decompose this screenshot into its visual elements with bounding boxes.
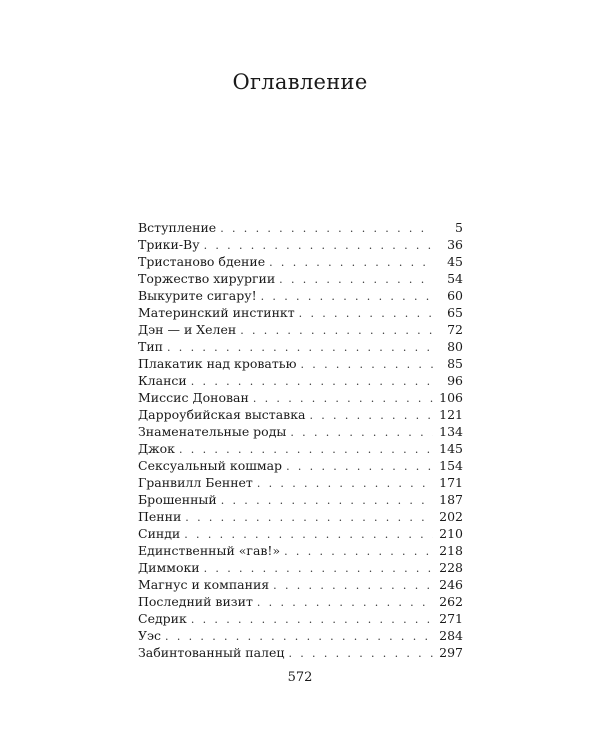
toc-entry-title: Последний визит [138, 594, 253, 609]
toc-entry-page: 134 [439, 424, 463, 439]
toc-entry-page: 45 [447, 254, 463, 269]
toc-entry-page: 187 [439, 492, 463, 507]
page-number: 572 [287, 670, 313, 685]
toc-entry [138, 406, 463, 423]
toc-entry-title: Забинтованный палец [138, 645, 285, 660]
toc-entry-title: Плакатик над кроватью [138, 356, 297, 371]
dot-leader [220, 220, 433, 237]
toc-entry [138, 474, 463, 491]
toc-entry-page: 106 [439, 390, 463, 405]
toc-entry-page: 145 [439, 441, 463, 456]
toc-entry-title: Дэн — и Хелен [138, 322, 237, 337]
toc-entry-page: 5 [455, 220, 463, 235]
toc-entry-title: Синди [138, 526, 181, 541]
dot-leader [288, 645, 433, 662]
toc-entry [138, 338, 463, 355]
toc-entry [138, 542, 463, 559]
toc-entry-page: 60 [447, 288, 463, 303]
toc-entry-page: 262 [439, 594, 463, 609]
dot-leader [273, 577, 433, 594]
toc-entry-title: Тип [138, 339, 163, 354]
toc-entry [138, 372, 463, 389]
dot-leader [191, 373, 433, 390]
dot-leader [309, 407, 433, 424]
table-of-contents [138, 219, 463, 661]
toc-entry [138, 593, 463, 610]
toc-entry-page: 96 [447, 373, 463, 388]
toc-entry-page: 121 [439, 407, 463, 422]
dot-leader [204, 560, 433, 577]
toc-entry-page: 271 [439, 611, 463, 626]
toc-entry-title: Брошенный [138, 492, 217, 507]
toc-entry-title: Пенни [138, 509, 182, 524]
toc-entry [138, 525, 463, 542]
toc-entry-title: Знаменательные роды [138, 424, 287, 439]
dot-leader [257, 594, 433, 611]
toc-entry-page: 284 [439, 628, 463, 643]
toc-entry-page: 72 [447, 322, 463, 337]
toc-entry-title: Кланси [138, 373, 187, 388]
toc-entry [138, 304, 463, 321]
dot-leader [167, 339, 433, 356]
toc-entry-page: 218 [439, 543, 463, 558]
dot-leader [257, 475, 433, 492]
toc-entry-page: 154 [439, 458, 463, 473]
toc-entry-title: Материнский инстинкт [138, 305, 295, 320]
toc-entry-page: 65 [447, 305, 463, 320]
toc-entry-title: Выкурите сигару! [138, 288, 257, 303]
dot-leader [253, 390, 433, 407]
dot-leader [299, 305, 433, 322]
toc-entry-page: 36 [447, 237, 463, 252]
toc-entry-title: Единственный «гав!» [138, 543, 281, 558]
toc-entry-title: Торжество хирургии [138, 271, 276, 286]
page-title: Оглавление [232, 70, 368, 94]
toc-entry [138, 457, 463, 474]
dot-leader [184, 526, 433, 543]
toc-entry-title: Сексуальный кошмар [138, 458, 283, 473]
toc-entry [138, 321, 463, 338]
toc-entry-page: 80 [447, 339, 463, 354]
toc-entry-title: Магнус и компания [138, 577, 270, 592]
toc-entry-title: Уэс [138, 628, 162, 643]
toc-entry-title: Трики-Ву [138, 237, 200, 252]
toc-entry-title: Тристаново бдение [138, 254, 266, 269]
toc-entry [138, 491, 463, 508]
dot-leader [286, 458, 433, 475]
toc-entry-page: 228 [439, 560, 463, 575]
dot-leader [300, 356, 433, 373]
toc-entry-page: 202 [439, 509, 463, 524]
toc-entry [138, 576, 463, 593]
toc-entry-title: Гранвилл Беннет [138, 475, 253, 490]
dot-leader [261, 288, 433, 305]
toc-entry [138, 219, 463, 236]
dot-leader [179, 441, 433, 458]
dot-leader [240, 322, 433, 339]
toc-entry-page: 297 [439, 645, 463, 660]
toc-entry [138, 270, 463, 287]
toc-entry-page: 54 [447, 271, 463, 286]
toc-entry [138, 355, 463, 372]
dot-leader [165, 628, 433, 645]
toc-entry [138, 253, 463, 270]
toc-entry [138, 559, 463, 576]
toc-entry [138, 236, 463, 253]
toc-entry [138, 644, 463, 661]
toc-entry-page: 85 [447, 356, 463, 371]
toc-entry-title: Седрик [138, 611, 187, 626]
toc-entry-page: 246 [439, 577, 463, 592]
toc-entry-title: Вступление [138, 220, 217, 235]
toc-entry [138, 627, 463, 644]
dot-leader [204, 237, 433, 254]
toc-entry-page: 171 [439, 475, 463, 490]
dot-leader [284, 543, 433, 560]
dot-leader [221, 492, 433, 509]
toc-entry-page: 210 [439, 526, 463, 541]
toc-entry-title: Диммоки [138, 560, 200, 575]
toc-entry-title: Джок [138, 441, 175, 456]
toc-entry [138, 287, 463, 304]
dot-leader [290, 424, 433, 441]
toc-entry [138, 508, 463, 525]
toc-entry [138, 389, 463, 406]
dot-leader [191, 611, 433, 628]
toc-entry [138, 440, 463, 457]
dot-leader [279, 271, 433, 288]
toc-entry [138, 423, 463, 440]
dot-leader [269, 254, 433, 271]
dot-leader [185, 509, 433, 526]
toc-entry [138, 610, 463, 627]
toc-entry-title: Миссис Донован [138, 390, 249, 405]
toc-entry-title: Дарроубийская выставка [138, 407, 306, 422]
